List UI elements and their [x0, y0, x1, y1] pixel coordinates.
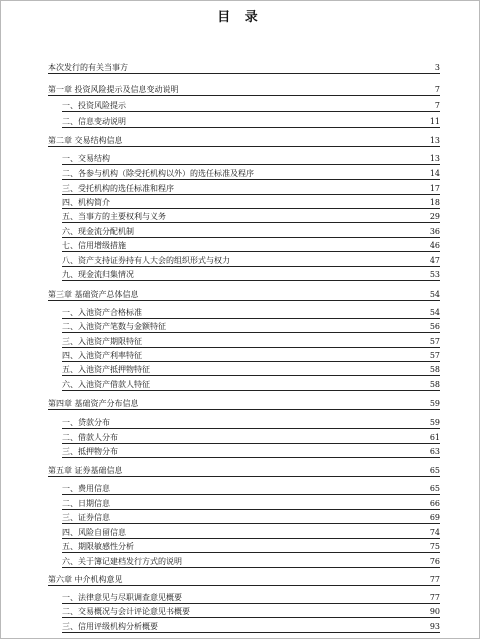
toc-page-number: 47 [429, 256, 440, 265]
toc-entry[interactable] [0, 255, 480, 268]
toc-entry[interactable] [0, 240, 480, 253]
toc-entry-label: 三、入池资产期限特征 [62, 337, 142, 346]
toc-page-number: 56 [429, 322, 440, 331]
leader-line [62, 443, 440, 444]
toc-page-number: 3 [434, 63, 440, 72]
toc-page-number: 63 [429, 447, 440, 456]
toc-entry-label: 三、证券信息 [62, 513, 110, 522]
toc-entry[interactable] [0, 197, 480, 210]
toc-page-number: 46 [429, 241, 440, 250]
leader-line [62, 127, 440, 128]
toc-entry-label: 第六章 中介机构意见 [48, 575, 123, 584]
toc-page-number: 13 [429, 136, 440, 145]
toc-page-number: 57 [429, 337, 440, 346]
toc-entry[interactable] [0, 153, 480, 166]
toc-page-number: 59 [429, 399, 440, 408]
toc-chapter-entry[interactable] [0, 398, 480, 411]
leader-line [62, 390, 440, 391]
toc-entry[interactable] [0, 417, 480, 430]
leader-line [62, 494, 440, 495]
toc-entry[interactable] [0, 183, 480, 196]
toc-page-number: 29 [429, 212, 440, 221]
toc-entry[interactable] [0, 62, 480, 75]
toc-entry-label: 三、抵押物分布 [62, 447, 118, 456]
toc-page-number: 66 [429, 499, 440, 508]
toc-entry[interactable] [0, 483, 480, 496]
leader-line [48, 585, 440, 586]
toc-entry-label: 二、交易概况与会计评论意见书概要 [62, 607, 190, 616]
toc-entry-label: 一、费用信息 [62, 484, 110, 493]
toc-entry-label: 五、期限敏感性分析 [62, 542, 134, 551]
toc-entry-label: 六、入池资产借款人特征 [62, 380, 150, 389]
leader-line [62, 280, 440, 281]
toc-page-number: 57 [429, 351, 440, 360]
leader-line [62, 164, 440, 165]
toc-page-number: 58 [429, 380, 440, 389]
leader-line [62, 318, 440, 319]
toc-entry[interactable] [0, 364, 480, 377]
toc-entry-label: 二、信息变动说明 [62, 117, 126, 126]
toc-entry[interactable] [0, 168, 480, 181]
toc-entry-label: 一、法律意见与尽职调查意见概要 [62, 593, 182, 602]
toc-page-number: 17 [429, 184, 440, 193]
toc-page-number: 58 [429, 365, 440, 374]
toc-entry[interactable] [0, 226, 480, 239]
toc-entry[interactable] [0, 556, 480, 569]
toc-entry[interactable] [0, 100, 480, 113]
toc-page-number: 61 [429, 433, 440, 442]
leader-line [62, 603, 440, 604]
leader-line [62, 332, 440, 333]
leader-line [48, 73, 440, 74]
toc-entry[interactable] [0, 592, 480, 605]
toc-entry-label: 三、信用评级机构分析概要 [62, 622, 158, 631]
toc-chapter-entry[interactable] [0, 465, 480, 478]
leader-line [62, 251, 440, 252]
toc-entry-label: 四、机构简介 [62, 198, 110, 207]
toc-entry-label: 五、当事方的主要权利与义务 [62, 212, 166, 221]
toc-entry[interactable] [0, 512, 480, 525]
toc-entry-label: 本次发行的有关当事方 [48, 63, 128, 72]
toc-page-number: 36 [429, 227, 440, 236]
toc-entry[interactable] [0, 606, 480, 619]
toc-page-number: 77 [429, 575, 440, 584]
toc-entry-label: 一、贷款分布 [62, 418, 110, 427]
toc-entry-label: 五、入池资产抵押物特征 [62, 365, 150, 374]
toc-entry[interactable] [0, 336, 480, 349]
toc-entry-label: 一、交易结构 [62, 154, 110, 163]
leader-line [48, 476, 440, 477]
leader-line [62, 194, 440, 195]
toc-entry-label: 八、资产支持证券持有人大会的组织形式与权力 [62, 256, 230, 265]
leader-line [62, 428, 440, 429]
toc-entry-label: 第三章 基础资产总体信息 [48, 290, 139, 299]
toc-entry-label: 四、风险自留信息 [62, 528, 126, 537]
toc-page-number: 77 [429, 593, 440, 602]
leader-line [62, 538, 440, 539]
toc-entry-label: 第四章 基础资产分布信息 [48, 399, 139, 408]
toc-page-number: 18 [429, 198, 440, 207]
leader-line [62, 375, 440, 376]
leader-line [62, 632, 440, 633]
toc-page-number: 65 [429, 484, 440, 493]
toc-page-number: 76 [429, 557, 440, 566]
toc-page-number: 53 [429, 270, 440, 279]
leader-line [62, 361, 440, 362]
toc-entry[interactable] [0, 446, 480, 459]
leader-line [62, 617, 440, 618]
leader-line [48, 300, 440, 301]
toc-entry-label: 七、信用增级措施 [62, 241, 126, 250]
toc-chapter-entry[interactable] [0, 84, 480, 97]
toc-entry[interactable] [0, 379, 480, 392]
leader-line [62, 523, 440, 524]
leader-line [62, 208, 440, 209]
toc-entry-label: 六、现金流分配机制 [62, 227, 134, 236]
leader-line [62, 111, 440, 112]
toc-entry-label: 一、投资风险提示 [62, 101, 126, 110]
leader-line [62, 222, 440, 223]
toc-chapter-entry[interactable] [0, 135, 480, 148]
leader-line [62, 179, 440, 180]
leader-line [62, 552, 440, 553]
toc-page-number: 7 [434, 85, 440, 94]
toc-entry-label: 第一章 投资风险提示及信息变动说明 [48, 85, 179, 94]
toc-entry-label: 一、入池资产合格标准 [62, 308, 142, 317]
toc-entry[interactable] [0, 498, 480, 511]
toc-entry[interactable] [0, 269, 480, 282]
toc-entry-label: 二、各参与机构（除受托机构以外）的选任标准及程序 [62, 169, 254, 178]
toc-entry-label: 二、借款人分布 [62, 433, 118, 442]
toc-entry[interactable] [0, 307, 480, 320]
toc-page-number: 59 [429, 418, 440, 427]
toc-page-number: 13 [429, 154, 440, 163]
toc-page-number: 90 [429, 607, 440, 616]
toc-entry[interactable] [0, 350, 480, 363]
toc-page-number: 7 [434, 101, 440, 110]
toc-entry[interactable] [0, 527, 480, 540]
toc-page-number: 74 [429, 528, 440, 537]
toc-entry[interactable] [0, 116, 480, 129]
toc-entry[interactable] [0, 321, 480, 334]
toc-entry[interactable] [0, 621, 480, 634]
toc-entry-label: 四、入池资产利率特征 [62, 351, 142, 360]
leader-line [48, 95, 440, 96]
toc-chapter-entry[interactable] [0, 289, 480, 302]
toc-entry-label: 第五章 证券基础信息 [48, 466, 123, 475]
toc-page-number: 93 [429, 622, 440, 631]
toc-entry[interactable] [0, 432, 480, 445]
toc-entry-label: 二、日期信息 [62, 499, 110, 508]
toc-entry-label: 第二章 交易结构信息 [48, 136, 123, 145]
toc-entry-label: 二、入池资产笔数与金额特征 [62, 322, 166, 331]
leader-line [62, 347, 440, 348]
leader-line [62, 457, 440, 458]
toc-entry-label: 六、关于簿记建档发行方式的说明 [62, 557, 182, 566]
leader-line [62, 509, 440, 510]
leader-line [48, 146, 440, 147]
toc-page-number: 54 [429, 290, 440, 299]
toc-page-number: 65 [429, 466, 440, 475]
toc-page-number: 11 [429, 117, 440, 126]
toc-page-number: 69 [429, 513, 440, 522]
toc-chapter-entry[interactable] [0, 574, 480, 587]
toc-page-number: 54 [429, 308, 440, 317]
leader-line [48, 409, 440, 410]
toc-entry[interactable] [0, 211, 480, 224]
page-title: 目 录 [217, 10, 263, 25]
toc-entry[interactable] [0, 541, 480, 554]
leader-line [62, 266, 440, 267]
leader-line [62, 567, 440, 568]
toc-entry-label: 九、现金流归集情况 [62, 270, 134, 279]
toc-entry-label: 三、受托机构的选任标准和程序 [62, 184, 174, 193]
leader-line [62, 237, 440, 238]
toc-page-number: 14 [429, 169, 440, 178]
toc-page-number: 75 [429, 542, 440, 551]
